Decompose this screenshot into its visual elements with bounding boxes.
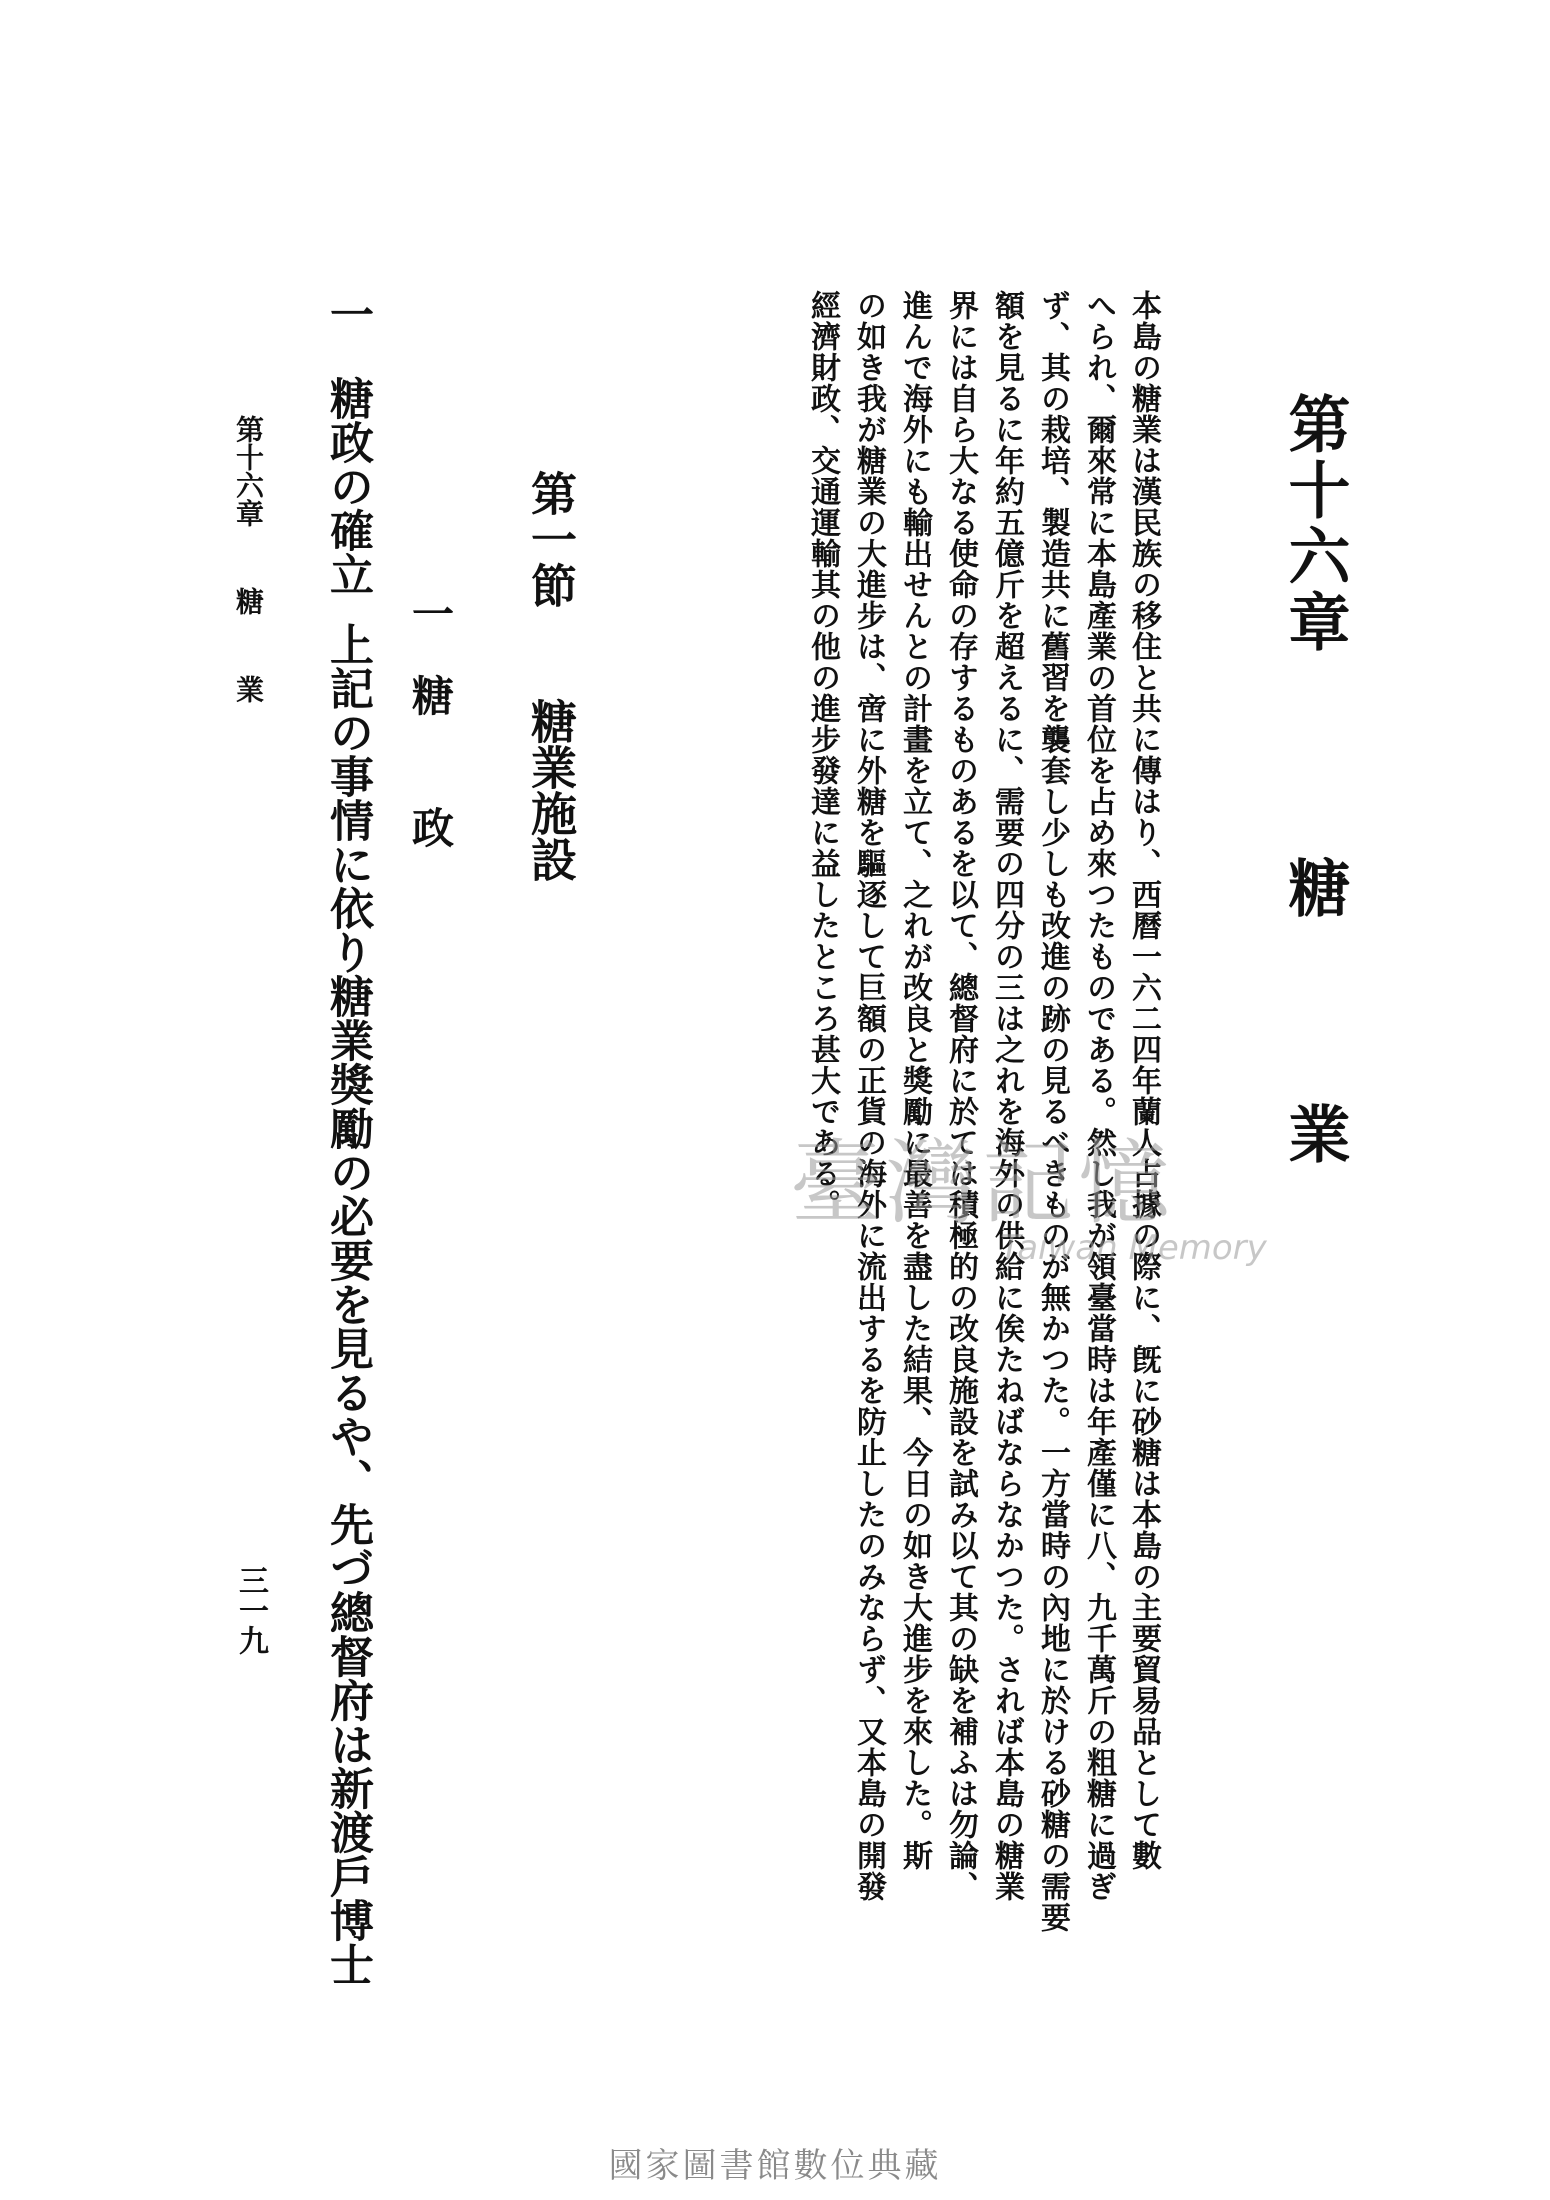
footer-chapter-label: 第十六章 [232,415,265,527]
page-number: 三一九 [233,1565,268,1655]
running-footer [228,415,268,703]
paragraph-text: 上記の事情に依り糖業獎勵の必要を見るや、先づ總督府は新渡戶博士 [322,622,373,1986]
footer-chapter-name-1: 糖 [232,587,265,615]
subsection-heading [400,592,460,848]
subsection-title-char-1: 糖 [406,674,455,716]
chapter-title-char-1: 糖 [1278,856,1351,922]
paragraph-number: 一 [322,292,373,336]
section-label: 第一節 [524,470,578,608]
body-line-1: 本島の糖業は漢民族の移住と共に傳はり、西曆一六二四年蘭人占據の際に、旣に砂糖は本島の主要貿易品として數 [1126,290,1161,1871]
paragraph-heading: 糖政の確立 [322,376,373,596]
body-line-7: の如き我が糖業の大進步は、啻に外糖を驅逐して巨額の正貨の海外に流出するを防止したのみならず、又本島の開發 [851,290,886,1902]
chapter-title-char-2: 業 [1278,1102,1351,1168]
footer-chapter-name-2: 業 [232,675,265,703]
body-line-6: 進んで海外にも輸出せんとの計畫を立て、之れが改良と獎勵に最善を盡した結果、今日の如き大進步を來した。斯 [897,290,932,1871]
section-heading [518,470,584,882]
chapter-title-number: 第十六章 [1278,392,1351,656]
subsection-title-char-2: 政 [406,806,455,848]
body-line-3: ず、其の栽培、製造共に舊習を襲套し少しも改進の跡の見るべきものが無かつた。一方當時の內地に於ける砂糖の需要 [1035,290,1070,1933]
body-line-5: 界には自ら大なる使命の存するものあるを以て、總督府に於ては積極的の改良施設を試み以て其の缺を補ふは勿論、 [943,290,978,1902]
section-title: 糖業施設 [524,698,578,882]
watermark-sub-text: Taiwan Memory [1000,1228,1267,1268]
chapter-title [1270,392,1359,1168]
watermark-main-text: 臺灣記憶 [790,1130,1175,1237]
body-line-4: 額を見るに年約五億斤を超えるに、需要の四分の三は之れを海外の供給に俟たねばならなかつた。されば本島の糖業 [989,290,1024,1902]
subsection-number: 一 [406,592,455,634]
body-line-8: 經濟財政、交通運輸其の他の進步發達に益したところ甚大である。 [805,290,840,1220]
body-line-2: へられ、爾來常に本島產業の首位を占め來つたものである。然し我が領臺當時は年產僅に八、九千萬斤の粗糖に過ぎ [1081,290,1116,1902]
paragraph-line [315,292,379,1986]
library-credit: 國家圖書館數位典藏 [608,2146,942,2186]
